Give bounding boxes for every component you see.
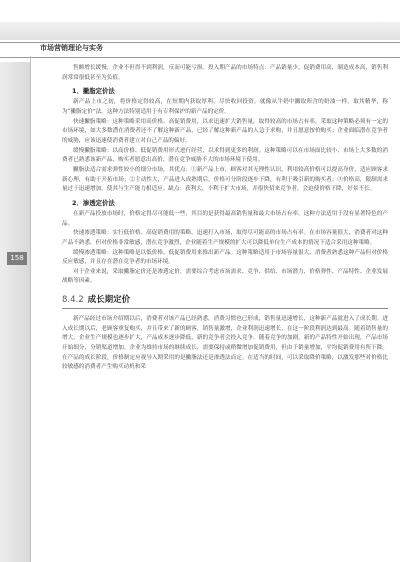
subsection-heading <box>62 293 388 309</box>
paragraph: 新产品上市之初，将价格定得较高，在短期内获取厚利，尽快收回投资。就像从牛奶中撇取所含的奶油一样，取其精华，称为“撇脂定价”法。这种方法特别适用于有专利保护的新产品的定价。 <box>62 99 388 115</box>
paragraph: 快速渗透策略：实行低价格、高促销费用的策略，迅速打入市场，取得尽可能高的市场占有率。在市场容量很大，消费者对这种产品不熟悉，但对价格非常敏感，潜在竞争激烈，企业随着生产规模的扩大可以降低单位生产成本的情况下适合采用这种策略。 <box>62 230 388 246</box>
section-heading: 1．撇脂定价法 <box>72 87 115 96</box>
paragraph: 缓慢撇脂策略：以高价格、低促销费用形式进行经营，以求得到更多的利润。这种策略可以在市场面比较小、市场上大多数的消费者已熟悉该新产品、购买者愿意出高价、潜在竞争威胁不大的市场环境下使用。 <box>62 147 388 164</box>
page-header <box>0 0 400 62</box>
paragraph: 缓慢渗透策略：这种策略是以低价格、低促销费用来推出新产品。这种策略适用于市场容量很大、消费者熟悉这种产品但对价格反应敏感，并且存在潜在竞争者的市场环境。 <box>62 249 388 266</box>
running-head-title: 市场营销理论与实务 <box>40 44 103 52</box>
margin-rail <box>0 62 30 562</box>
body-text <box>62 64 388 373</box>
subsection-title: 成长期定价 <box>87 295 131 306</box>
paragraph: 在新产品投放市场时，价格定得尽可能低一些，其目的是获得最高销售量和最大市场占有率。这种方法适用于没有显著特色的产品。 <box>62 210 388 227</box>
paragraph: 对于企业来说，采取撇脂定价还是渗透定价，需要综合考虑市场需求、竞争、供给、市场潜力、价格弹性、产品特性、企业发展战略等因素。 <box>62 268 388 285</box>
paragraph: 售额增长缓慢，企业不但得不到利润，反而可能亏损。投入期产品的市场特点：产品销量少，促销费用高，制造成本高，销售利润常常很低甚至为负值。 <box>62 65 388 81</box>
paragraph: 撇脂法适合需求弹性较小的细分市场，其优点：①新产品上市，顾客对其无理性认识，利用较高价格可以提高身价，适应顾客求新心理，有助于开拓市场；②主动性大，产品进入成熟期后，价格可分阶段逐步下降，有利于吸引新的购买者；③价格高，限制需求量过于迅速增加，使其与生产能力相适应。缺点：获利大，不利于扩大市场，并很快招来竞争者，会迫使价格下降，好景不长。 <box>62 166 388 193</box>
subsection-number: 8.4.2 <box>62 295 84 306</box>
page-number: 158 <box>10 254 24 262</box>
paragraph: 新产品经过市场介绍期以后，消费者对该产品已经熟悉，消费习惯也已形成，销售量迅速增长，这种新产品就进入了成长期。进入成长期以后，老顾客重复购买，并且带来了新的顾客，销售量激增，企业利润迅速增长，在这一阶段利润达到最高。随着销售量的增大，企业生产规模也逐步扩大，产品成本逐步降低，新的竞争者会投入竞争。随着竞争的加剧，新的产品特性开始出现，产品市场开始细分，分销渠道增加。企业为维持市场的继续成长，需要保持或稍微增加促销费用，但由于销量增加，平均促销费用有所下降。在产品的成长阶段，价格制定应视导入期采用的是撇脂法还是渗透法而定。在适当的时间，可以采取降价策略，以激发那些对价格比较敏感的消费者产生购买动机和采 <box>62 316 388 371</box>
paragraph: 快速撇脂策略：这种策略采用高价格、高促销费用，以求迅速扩大销售量，取得较高的市场占有率。采取这种策略必须有一定的市场环境，如大多数潜在消费者还不了解这种新产品，已经了解这种新产品的人急于求购，并且愿意按价购买；企业面临潜在竞争者的威胁，应该迅速使消费者建立对自己产品的偏好。 <box>62 118 388 144</box>
header-decor-band <box>0 22 400 40</box>
section-heading: 2．渗透定价法 <box>72 198 115 207</box>
margin-divider <box>30 56 31 562</box>
